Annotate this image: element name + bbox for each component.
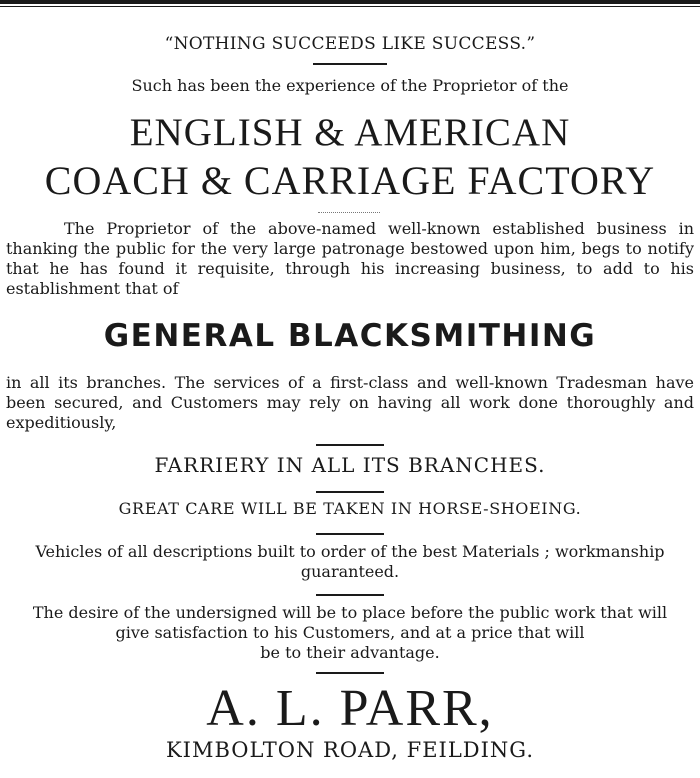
desire-line-2: give satisfaction to his Customers, and at a price that will	[115, 623, 585, 642]
vehicles-paragraph	[0, 542, 700, 582]
desire-line-3: be to their advantage.	[260, 643, 440, 662]
divider-rule	[316, 444, 384, 446]
paragraph-services: in all its branches. The services of a first-class and well-known Tradesman have been secured, and Customers may rely on having all work done thoroughly and expeditiously,	[6, 373, 694, 432]
title-line-1: ENGLISH & AMERICAN	[129, 111, 571, 154]
proprietor-name: A. L. PARR,	[206, 680, 494, 737]
intro-line: Such has been the experience of the Proprietor of the	[131, 76, 569, 95]
farriery-heading: FARRIERY IN ALL ITS BRANCHES.	[154, 453, 546, 477]
horse-shoeing-heading: GREAT CARE WILL BE TAKEN IN HORSE-SHOEING.	[118, 499, 582, 518]
vehicles-line-2: guaranteed.	[300, 562, 400, 581]
dotted-divider	[318, 212, 380, 214]
divider-rule	[316, 533, 384, 535]
blacksmithing-headline: GENERAL BLACKSMITHING	[103, 318, 597, 354]
motto-heading: “NOTHING SUCCEEDS LIKE SUCCESS.”	[164, 34, 536, 54]
desire-line-1: The desire of the undersigned will be to place before the public work that will	[32, 603, 668, 622]
paragraph-intro: The Proprietor of the above-named well-known established business in thanking the public for the very large patronage bestowed upon him, begs to notify that he has found it requisite, through his increasing business, to add to his establishment that of	[6, 219, 694, 298]
title-line-2: COACH & CARRIAGE FACTORY	[44, 158, 656, 203]
top-border-thin-rule	[0, 6, 700, 7]
divider-rule	[313, 63, 387, 65]
divider-rule	[316, 672, 384, 674]
top-border-rule	[0, 0, 700, 4]
proprietor-address: KIMBOLTON ROAD, FEILDING.	[165, 738, 534, 762]
divider-rule	[316, 594, 384, 596]
divider-rule	[316, 491, 384, 493]
desire-paragraph	[0, 603, 700, 663]
vehicles-line-1: Vehicles of all descriptions built to order of the best Materials ; workmanship	[35, 542, 665, 561]
